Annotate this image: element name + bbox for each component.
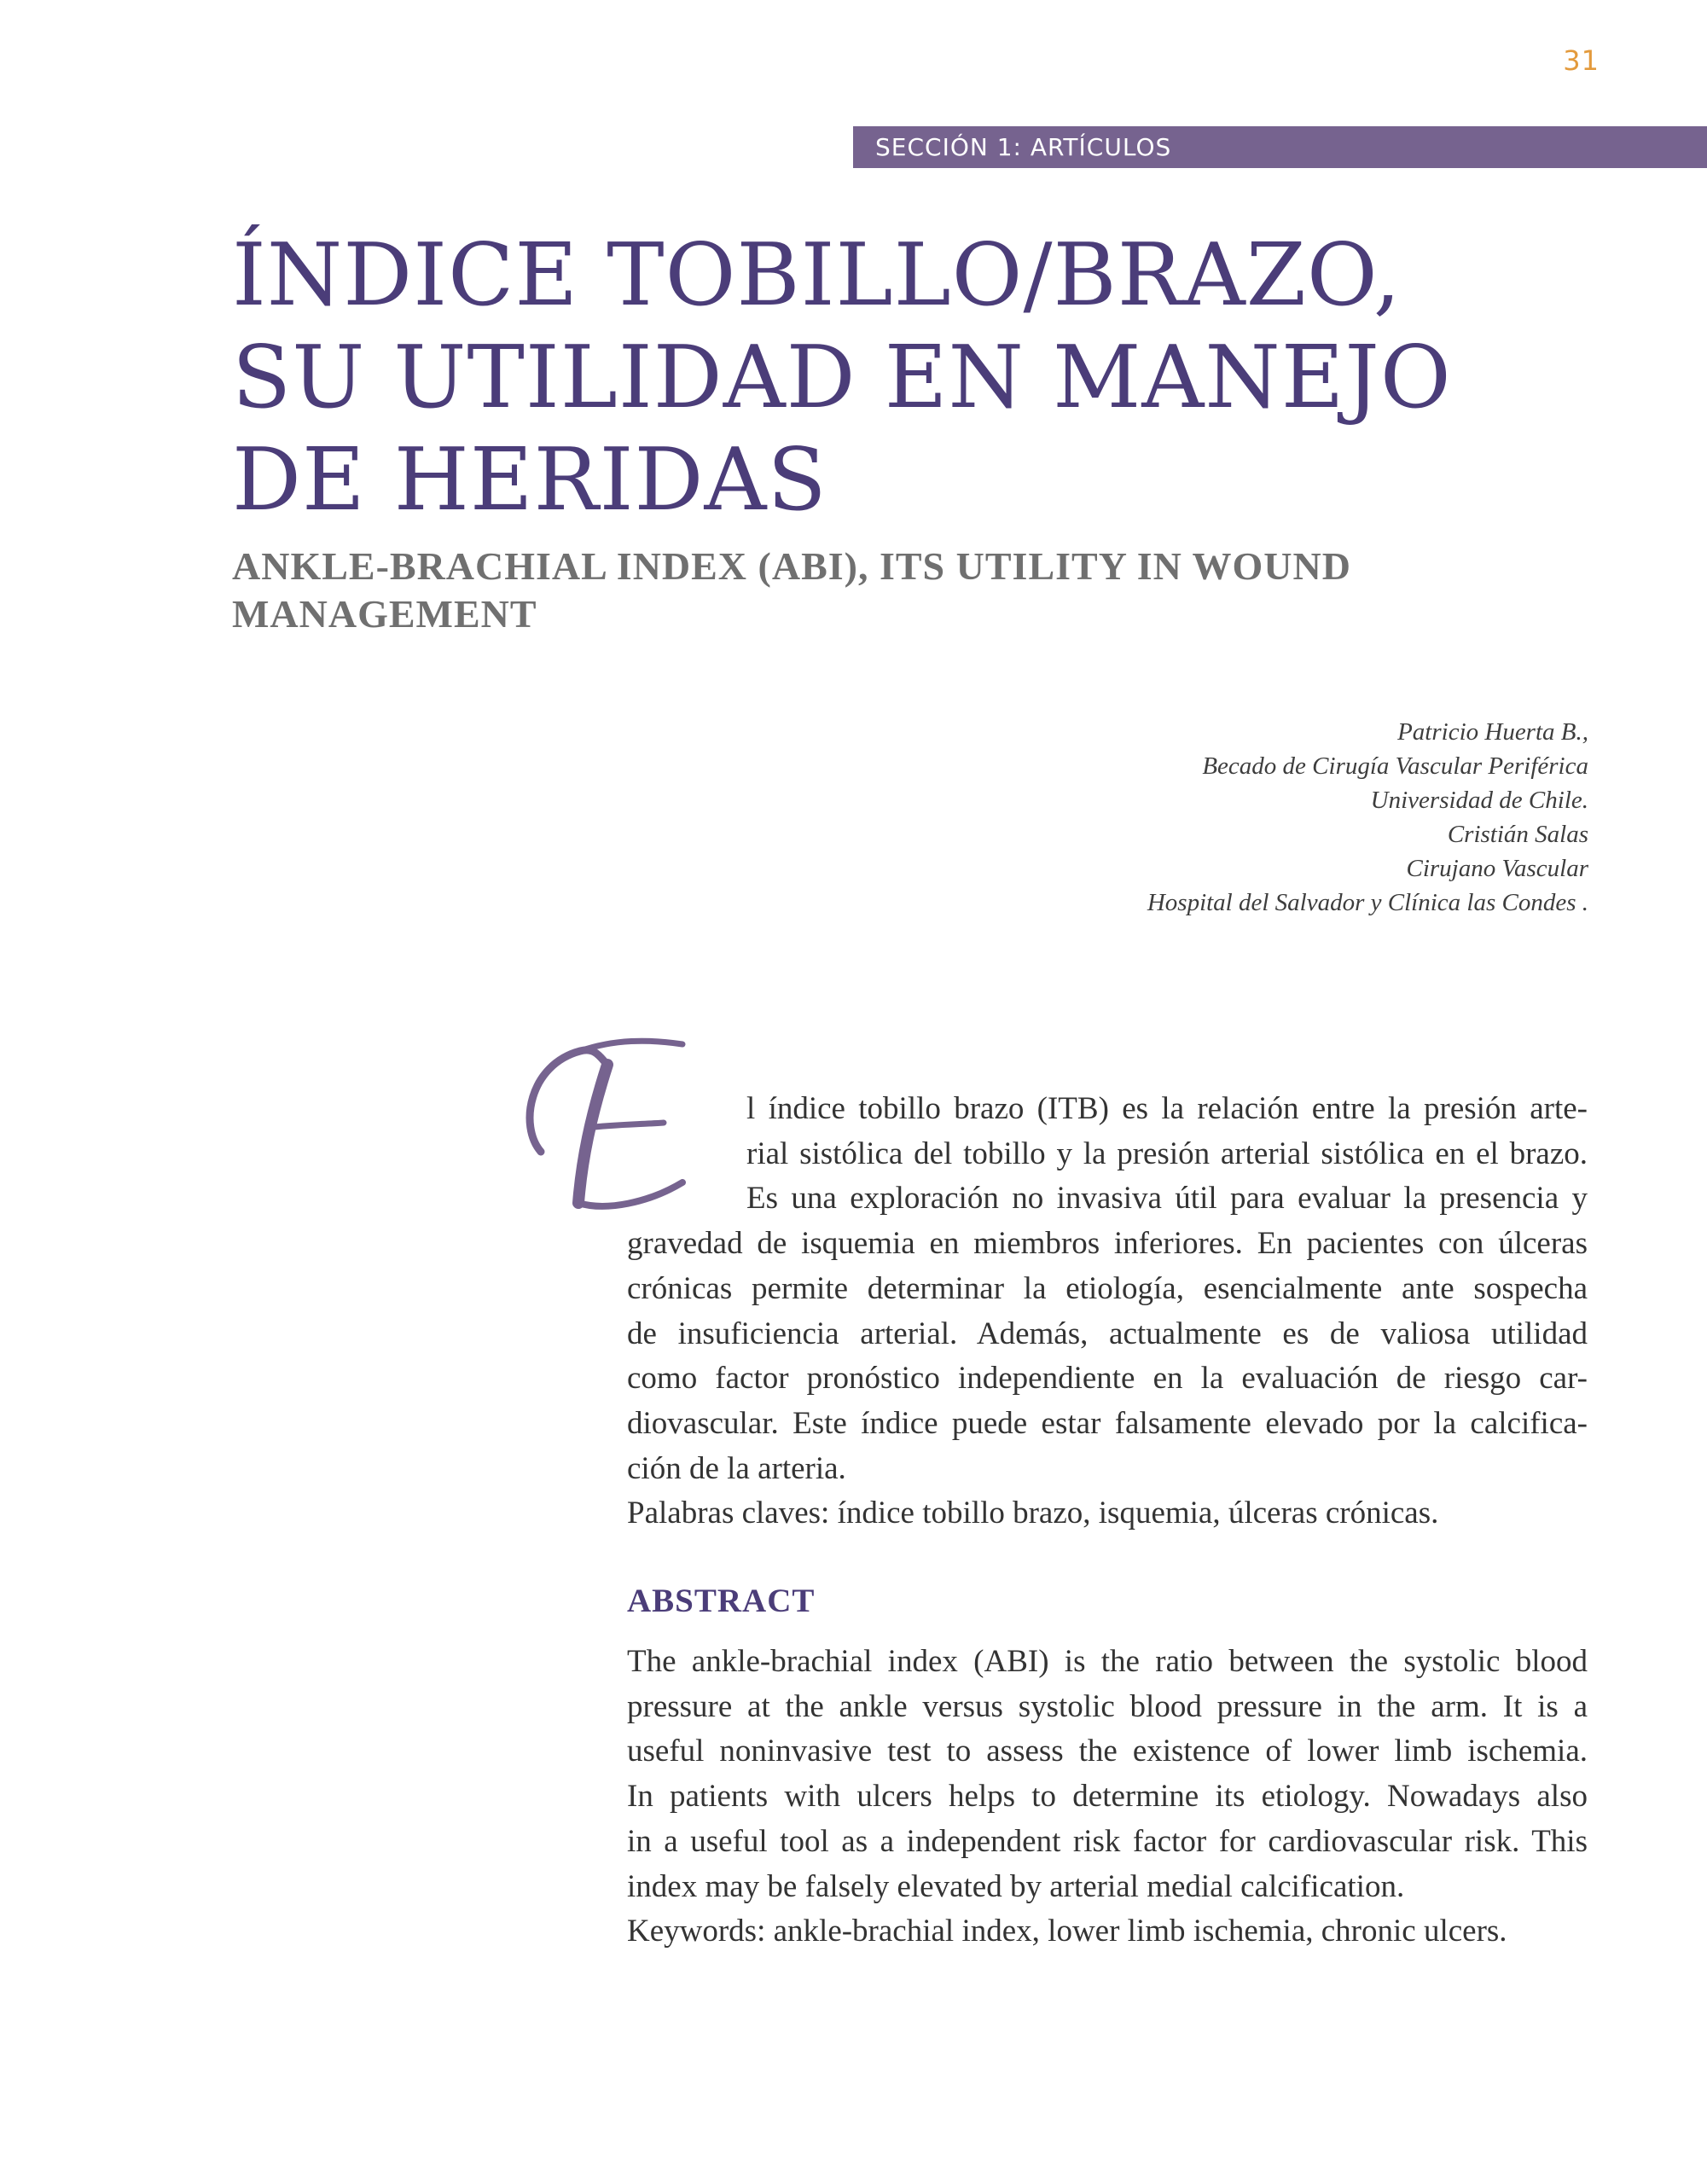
section-banner — [853, 126, 1707, 168]
author-line: Cristián Salas — [1447, 821, 1588, 848]
article-subtitle — [232, 543, 1512, 638]
author-line: Cirujano Vascular — [1406, 855, 1588, 882]
author-line: Patricio Huerta B., — [1397, 718, 1588, 746]
title-line: DE HERIDAS — [232, 429, 827, 530]
body-line: l índice tobillo brazo (ITB) es la relación entre la presión arte- — [746, 1091, 1588, 1126]
abstract-line: In patients with ulcers helps to determine its etiology. Nowadays also — [627, 1779, 1588, 1815]
title-line: SU UTILIDAD EN MANEJO — [232, 327, 1452, 427]
article-title — [232, 224, 1648, 531]
body-line: gravedad de isquemia en miembros inferiores. En pacientes con úlceras — [627, 1226, 1588, 1262]
body-line: de insuficiencia arterial. Además, actualmente es de valiosa utilidad — [627, 1316, 1588, 1351]
author-line: Hospital del Salvador y Clínica las Condes . — [1147, 889, 1588, 916]
keywords-line: Palabras claves: índice tobillo brazo, isquemia, úlceras crónicas. — [627, 1496, 1439, 1531]
subtitle-line: MANAGEMENT — [232, 592, 537, 636]
abstract-line: in a useful tool as a independent risk factor for cardiovascular risk. This — [627, 1823, 1588, 1859]
body-line: ción de la arteria. — [627, 1450, 846, 1486]
body-line: como factor pronóstico independiente en la evaluación de riesgo car- — [627, 1361, 1588, 1397]
body-line: rial sistólica del tobillo y la presión arterial sistólica en el brazo. — [746, 1136, 1588, 1171]
author-line: Becado de Cirugía Vascular Periférica — [1202, 752, 1588, 780]
author-affiliations — [1147, 715, 1588, 920]
subtitle-line: ANKLE-BRACHIAL INDEX (ABI), ITS UTILITY IN WOUND — [232, 544, 1351, 588]
abstract-line: index may be falsely elevated by arterial medial calcification. — [627, 1868, 1405, 1904]
section-label: SECCIÓN 1: ARTÍCULOS — [875, 133, 1172, 161]
abstract-heading: ABSTRACT — [627, 1583, 816, 1619]
abstract-line: useful noninvasive test to assess the existence of lower limb ischemia. — [627, 1734, 1588, 1769]
english-abstract — [627, 1640, 1588, 1955]
abstract-line: The ankle-brachial index (ABI) is the ratio between the systolic blood — [627, 1644, 1588, 1679]
title-line: ÍNDICE TOBILLO/BRAZO, — [232, 224, 1402, 325]
body-line: Es una exploración no invasiva útil para evaluar la presencia y — [746, 1181, 1588, 1217]
page-number: 31 — [1563, 44, 1600, 77]
author-line: Universidad de Chile. — [1370, 787, 1588, 814]
keywords-line: Keywords: ankle-brachial index, lower limb ischemia, chronic ulcers. — [627, 1914, 1507, 1949]
body-line: diovascular. Este índice puede estar falsamente elevado por la calcifica- — [627, 1405, 1588, 1441]
body-line: crónicas permite determinar la etiología, esencialmente ante sospecha — [627, 1270, 1588, 1306]
spanish-abstract — [627, 1087, 1588, 1536]
abstract-line: pressure at the ankle versus systolic blood pressure in the arm. It is a — [627, 1688, 1588, 1724]
